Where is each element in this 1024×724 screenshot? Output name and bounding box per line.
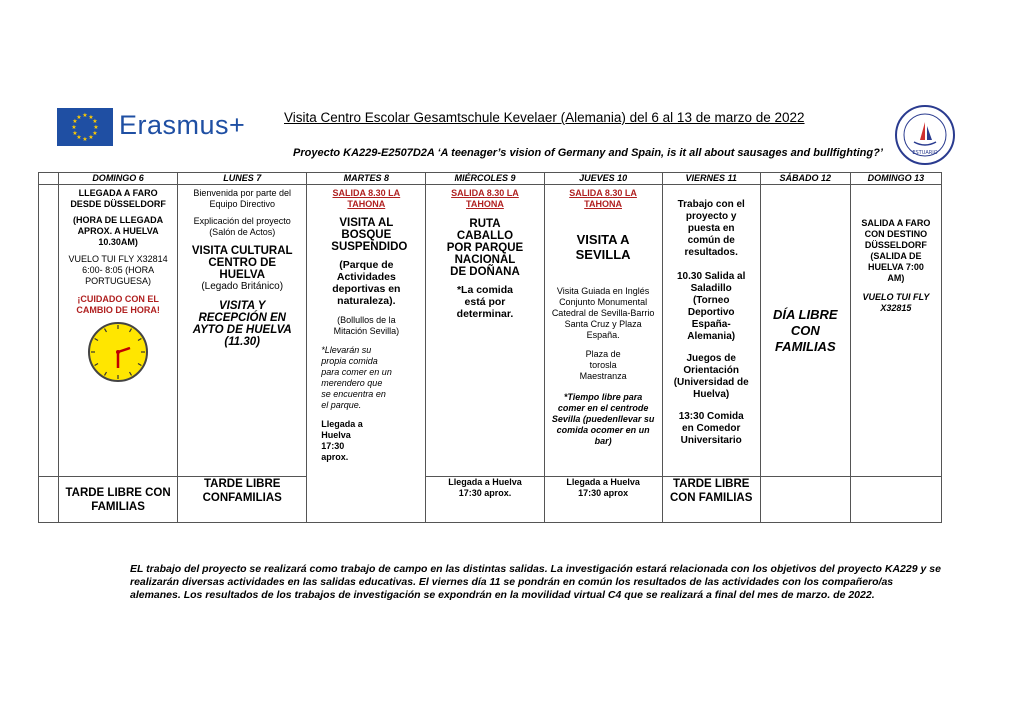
row-label-cell: [39, 477, 59, 523]
cell-jueves-10: [544, 185, 662, 477]
day-header: VIERNES 11: [662, 173, 760, 185]
town-hall-reception-text: VISITA Y RECEPCIÓN EN AYTO DE HUELVA (11.30): [192, 300, 292, 348]
afternoon-viernes-11: [662, 477, 760, 523]
bollullos-text: (Bollullos de la Mitación Sevilla): [333, 315, 400, 336]
cell-domingo-13: [850, 185, 941, 477]
day-header: SÁBADO 12: [760, 173, 850, 185]
project-label: Proyecto: [293, 147, 341, 159]
lunch-tbd-text: *La comida está por determinar.: [456, 284, 514, 320]
departure-text: SALIDA 8.30 LA TAHONA: [569, 188, 637, 209]
orientation-games-text: Juegos de Orientación (Universidad de Huelva): [673, 353, 749, 400]
departure-time-text: (SALIDA DE HUELVA 7:00 AM): [867, 251, 924, 283]
cell-sabado-12: [760, 185, 850, 477]
cell-miercoles-9: [426, 185, 544, 477]
suspended-forest-text: VISITA AL BOSQUE SUSPENDIDO: [331, 217, 408, 253]
schedule-table: [38, 172, 942, 523]
return-text: Llegada a Huelva 17:30 aprox: [566, 477, 640, 498]
school-badge-icon: [894, 104, 956, 166]
cultural-visit-text: VISITA CULTURAL CENTRO DE HUELVA: [191, 245, 293, 281]
project-subtitle: [293, 147, 883, 159]
sports-park-text: (Parque de Actividades deportivas en naturaleza).: [332, 259, 401, 307]
project-explanation-text: Explicación del proyecto (Salón de Actos): [193, 216, 291, 237]
afternoon-domingo-13: [850, 477, 941, 523]
day-header: JUEVES 10: [544, 173, 662, 185]
page-title: Visita Centro Escolar Gesamtschule Kevelaer (Alemania) del 6 al 13 de marzo de 2022: [284, 110, 805, 125]
welcome-text: Bienvenida por parte del Equipo Directivo: [193, 188, 291, 209]
svg-text:★: ★: [72, 130, 78, 137]
svg-text:★: ★: [71, 124, 77, 131]
days-header-row: [39, 173, 942, 185]
svg-text:★: ★: [92, 130, 98, 137]
arrival-text: LLEGADA A FARO DESDE DÜSSELDORF: [70, 188, 166, 209]
saladillo-text: 10.30 Salida al Saladillo (Torneo Deportivo España-Alemania): [677, 271, 746, 342]
project-note: EL trabajo del proyecto se realizará como trabajo de campo en las distintas salidas. La investigación estará relacionada con los objetivos del proyecto KA229 y se realizarán diversas actividades en las salidas educativas. El viernes día 11 se pondrán en común los resultados de las actividades con los compañero/as alemanes. Los resultados de los trabajos de investigación se expondrán en la movilidad virtual C4 que se realizará a final del mes de marzo. de 2022.: [130, 563, 941, 601]
svg-text:★: ★: [88, 114, 94, 121]
departure-text: SALIDA 8.30 LA TAHONA: [332, 188, 401, 209]
svg-text:★: ★: [93, 124, 99, 131]
afternoon-lunes-7: [178, 477, 307, 523]
day-header: LUNES 7: [178, 173, 307, 185]
svg-text:★: ★: [76, 134, 82, 141]
day-header: DOMINGO 6: [59, 173, 178, 185]
return-text: Llegada a Huelva 17:30 aprox.: [321, 419, 363, 462]
afternoon-domingo-6: [59, 477, 178, 523]
free-afternoon-text: TARDE LIBRE CON FAMILIAS: [65, 486, 171, 513]
afternoon-sabado-12: [760, 477, 850, 523]
day-header: DOMINGO 13: [850, 173, 941, 185]
afternoon-miercoles-9: [426, 477, 544, 523]
header-empty-cell: [39, 173, 59, 185]
svg-text:ESTUARIO: ESTUARIO: [912, 150, 938, 156]
day-header: MIÉRCOLES 9: [426, 173, 544, 185]
free-day-text: DÍA LIBRE CON FAMILIAS: [773, 306, 838, 354]
free-lunch-text: *Tiempo libre para comer en el centrode Sevilla (puedenllevar su comida ocomer en un bar): [551, 392, 655, 446]
own-lunch-text: *Llevarán su propia comida para comer en un merendero que se encuentra en el parque.: [321, 345, 392, 410]
british-legacy-text: (Legado Británico): [201, 281, 284, 292]
flight-time-text: 6:00- 8:05 (HORA PORTUGUESA): [82, 265, 155, 286]
return-flight-text: VUELO TUI FLY X32815: [862, 292, 930, 313]
day-header: MARTES 8: [307, 173, 426, 185]
seville-visit-text: VISITA A SEVILLA: [575, 232, 631, 262]
free-afternoon-text: TARDE LIBRE CON FAMILIAS: [669, 478, 753, 504]
flight-text: VUELO TUI FLY X32814: [68, 254, 168, 264]
project-description: KA229-E2507D2A ‘A teenager’s vision of Germany and Spain, is it all about sausages and bullfighting?’: [343, 147, 883, 159]
bullring-text: Plaza de torosla Maestranza: [579, 349, 627, 381]
erasmus-logo: [57, 108, 247, 148]
svg-text:★: ★: [92, 118, 98, 125]
morning-row: [39, 185, 942, 477]
project-work-text: Trabajo con el proyecto y puesta en común de resultados.: [677, 199, 745, 258]
svg-text:★: ★: [72, 118, 78, 125]
svg-text:★: ★: [76, 114, 82, 121]
svg-text:★: ★: [88, 134, 94, 141]
afternoon-jueves-10: [544, 477, 662, 523]
svg-text:★: ★: [82, 112, 88, 119]
horse-route-text: RUTA CABALLO POR PARQUE NACIONAL DE DOÑANA: [446, 218, 524, 278]
departure-text: SALIDA 8.30 LA TAHONA: [451, 188, 519, 209]
university-lunch-text: 13:30 Comida en Comedor Universitario: [678, 411, 744, 446]
eu-flag-icon: [57, 108, 113, 146]
afternoon-row: [39, 477, 942, 523]
arrival-time-text: (HORA DE LLEGADA APROX. A HUELVA 10.30AM): [72, 215, 164, 247]
departure-faro-text: SALIDA A FARO CON DESTINO DÜSSELDORF: [861, 218, 931, 250]
cell-viernes-11: [662, 185, 760, 477]
erasmus-wordmark: Erasmus+: [119, 110, 246, 140]
time-change-warning: ¡CUIDADO CON EL CAMBIO DE HORA!: [76, 294, 160, 315]
free-afternoon-text: TARDE LIBRE CONFAMILIAS: [202, 478, 282, 504]
guided-tour-text: Visita Guiada en Inglés Conjunto Monumental Catedral de Sevilla-Barrio Santa Cruz y Plaza España.: [551, 286, 655, 340]
return-text: Llegada a Huelva 17:30 aprox.: [448, 477, 522, 498]
cell-martes-8: [307, 185, 426, 523]
svg-text:★: ★: [82, 136, 88, 143]
cell-lunes-7: [178, 185, 307, 477]
row-label-cell: [39, 185, 59, 477]
clock-icon: [86, 320, 150, 384]
cell-domingo-6: [59, 185, 178, 477]
